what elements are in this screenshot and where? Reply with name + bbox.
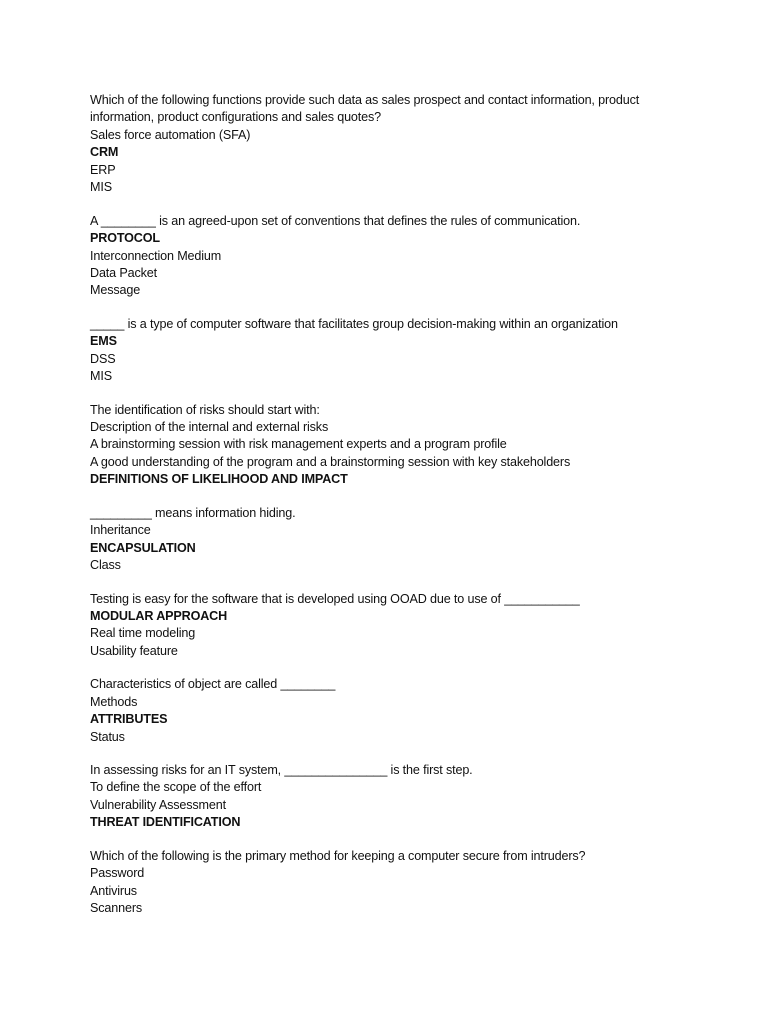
answer-option: A brainstorming session with risk management experts and a program profile	[90, 437, 507, 452]
question-text: Which of the following is the primary method for keeping a computer secure from intruders?	[90, 848, 586, 863]
question-text: Testing is easy for the software that is developed using OOAD due to use of ___________	[90, 591, 580, 606]
answer-option: MIS	[90, 180, 112, 195]
answer-option: To define the scope of the effort	[90, 780, 262, 795]
answer-option-highlighted: ENCAPSULATION	[90, 540, 196, 555]
answer-option-highlighted: CRM	[90, 145, 119, 160]
answer-option: Description of the internal and external risks	[90, 420, 329, 435]
answer-option: Data Packet	[90, 265, 157, 280]
answer-option: A good understanding of the program and a brainstorming session with key stakeholders	[90, 454, 571, 469]
question-block	[90, 848, 730, 918]
question-block	[90, 505, 730, 575]
answer-option: Password	[90, 866, 145, 881]
question-block	[90, 213, 730, 300]
question-block	[90, 402, 730, 489]
question-text: The identification of risks should start with:	[90, 402, 320, 417]
answer-option: Scanners	[90, 901, 143, 916]
answer-option: Class	[90, 558, 121, 573]
question-block	[90, 591, 730, 661]
quiz-document	[90, 92, 730, 934]
answer-option: ERP	[90, 162, 116, 177]
question-block	[90, 92, 730, 197]
answer-option: Methods	[90, 694, 138, 709]
answer-option-highlighted: PROTOCOL	[90, 231, 160, 246]
question-block	[90, 762, 730, 832]
question-block	[90, 676, 730, 746]
answer-option: Real time modeling	[90, 626, 196, 641]
answer-option: Message	[90, 283, 141, 298]
question-text: _________ means information hiding.	[90, 505, 296, 520]
answer-option-highlighted: EMS	[90, 334, 117, 349]
question-text: _____ is a type of computer software that facilitates group decision-making within an organization	[90, 316, 618, 331]
answer-option: Antivirus	[90, 883, 137, 898]
answer-option-highlighted: THREAT IDENTIFICATION	[90, 815, 241, 830]
answer-option: Interconnection Medium	[90, 248, 222, 263]
question-text: Characteristics of object are called ________	[90, 677, 336, 692]
answer-option: MIS	[90, 369, 112, 384]
question-text: Which of the following functions provide such data as sales prospect and contact information, product information, product configurations and sales quotes?	[90, 93, 640, 125]
answer-option: DSS	[90, 351, 116, 366]
answer-option: Usability feature	[90, 643, 178, 658]
question-text: A ________ is an agreed-upon set of conventions that defines the rules of communication.	[90, 213, 581, 228]
answer-option: Vulnerability Assessment	[90, 797, 226, 812]
answer-option-highlighted: DEFINITIONS OF LIKELIHOOD AND IMPACT	[90, 472, 348, 487]
answer-option-highlighted: MODULAR APPROACH	[90, 608, 228, 623]
answer-option: Inheritance	[90, 523, 151, 538]
question-text: In assessing risks for an IT system, _______________ is the first step.	[90, 763, 473, 778]
question-block	[90, 316, 730, 386]
answer-option-highlighted: ATTRIBUTES	[90, 712, 168, 727]
answer-option: Status	[90, 729, 125, 744]
answer-option: Sales force automation (SFA)	[90, 127, 251, 142]
